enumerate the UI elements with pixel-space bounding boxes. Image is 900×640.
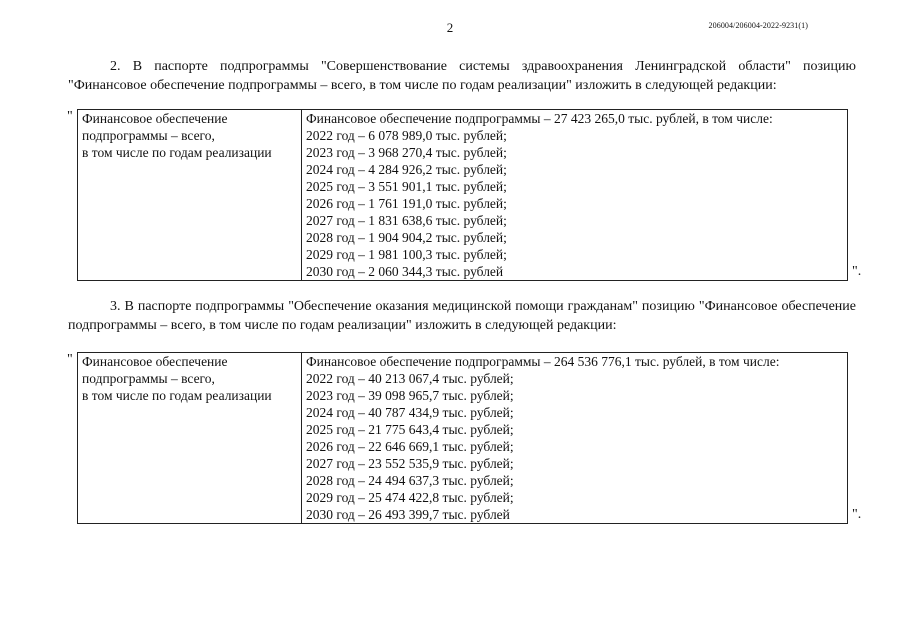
funding-year-line: 2028 год – 1 904 904,2 тыс. рублей; — [306, 230, 507, 245]
funding-year-line: 2027 год – 23 552 535,9 тыс. рублей; — [306, 456, 514, 471]
funding-year-line: 2022 год – 6 078 989,0 тыс. рублей; — [306, 128, 507, 143]
funding-year-line: 2025 год – 3 551 901,1 тыс. рублей; — [306, 179, 507, 194]
funding-year-line: 2024 год – 4 284 926,2 тыс. рублей; — [306, 162, 507, 177]
label-line: в том числе по годам реализации — [82, 145, 272, 160]
table-row — [78, 353, 848, 524]
funding-table-1 — [77, 109, 848, 281]
table-1-label-cell — [78, 110, 302, 281]
table-2-label-cell — [78, 353, 302, 524]
label-line: в том числе по годам реализации — [82, 388, 272, 403]
table-2-close-quote: ". — [852, 507, 862, 522]
funding-year-line: 2024 год – 40 787 434,9 тыс. рублей; — [306, 405, 514, 420]
label-line: подпрограммы – всего, — [82, 128, 215, 143]
funding-total-line: Финансовое обеспечение подпрограммы – 27 423 265,0 тыс. рублей, в том числе: — [306, 111, 773, 126]
table-1-close-quote: ". — [852, 264, 862, 279]
funding-year-line: 2029 год – 25 474 422,8 тыс. рублей; — [306, 490, 514, 505]
table-1-value-cell — [302, 110, 848, 281]
paragraph-2-text: 2. В паспорте подпрограммы "Совершенствование системы здравоохранения Ленинградской области" позицию "Финансовое обеспечение подпрограммы – всего, в том числе по годам реализации" изложить в следующей редакции: — [68, 59, 856, 93]
funding-year-line: 2026 год – 1 761 191,0 тыс. рублей; — [306, 196, 507, 211]
table-2-value-cell — [302, 353, 848, 524]
paragraph-3-text: 3. В паспорте подпрограммы "Обеспечение оказания медицинской помощи гражданам" позицию "Финансовое обеспечение подпрограммы – всего, в том числе по годам реализации" изложить в следующей редакции: — [68, 299, 856, 333]
funding-year-line: 2023 год – 3 968 270,4 тыс. рублей; — [306, 145, 507, 160]
table-1-open-quote: " — [67, 109, 73, 124]
label-line: подпрограммы – всего, — [82, 371, 215, 386]
funding-year-line: 2026 год – 22 646 669,1 тыс. рублей; — [306, 439, 514, 454]
funding-year-line: 2025 год – 21 775 643,4 тыс. рублей; — [306, 422, 514, 437]
funding-year-line: 2022 год – 40 213 067,4 тыс. рублей; — [306, 371, 514, 386]
funding-year-line: 2027 год – 1 831 638,6 тыс. рублей; — [306, 213, 507, 228]
paragraph-2 — [68, 57, 856, 95]
funding-year-line: 2030 год – 26 493 399,7 тыс. рублей — [306, 507, 510, 522]
table-2-open-quote: " — [67, 352, 73, 367]
funding-year-line: 2030 год – 2 060 344,3 тыс. рублей — [306, 264, 504, 279]
funding-year-line: 2028 год – 24 494 637,3 тыс. рублей; — [306, 473, 514, 488]
table-row — [78, 110, 848, 281]
funding-year-line: 2023 год – 39 098 965,7 тыс. рублей; — [306, 388, 514, 403]
funding-total-line: Финансовое обеспечение подпрограммы – 264 536 776,1 тыс. рублей, в том числе: — [306, 354, 780, 369]
page-number: 2 — [446, 20, 454, 35]
paragraph-3 — [68, 297, 856, 335]
funding-table-2 — [77, 352, 848, 524]
document-code: 206004/206004-2022-9231(1) — [708, 21, 808, 30]
label-line: Финансовое обеспечение — [82, 354, 228, 369]
funding-year-line: 2029 год – 1 981 100,3 тыс. рублей; — [306, 247, 507, 262]
label-line: Финансовое обеспечение — [82, 111, 228, 126]
